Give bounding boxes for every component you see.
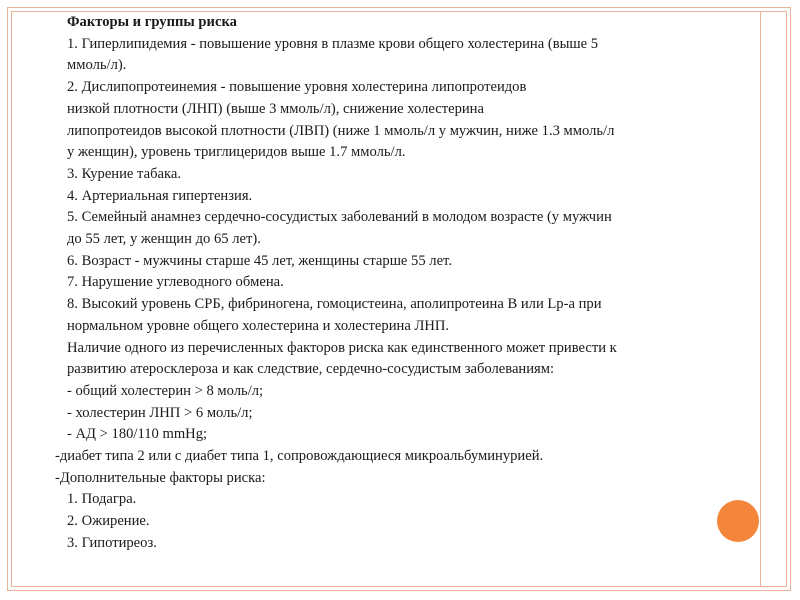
text-line: 7. Нарушение углеводного обмена. [67,274,284,291]
text-line: - холестерин ЛНП > 6 моль/л; [67,404,253,421]
text-line: ммоль/л). [67,57,127,74]
text-line: - общий холестерин > 8 моль/л; [67,382,264,399]
text-line: Наличие одного из перечисленных факторов риска как единственного может привести к [67,339,617,356]
text-line: 5. Семейный анамнез сердечно-сосудистых заболеваний в молодом возрасте (у мужчин [67,209,612,226]
text-line: 6. Возраст - мужчины старше 45 лет, женщины старше 55 лет. [67,252,452,269]
text-line: 1. Гиперлипидемия - повышение уровня в плазме крови общего холестерина (выше 5 [67,35,599,52]
text-line: 2. Ожирение. [67,513,150,530]
text-line: 1. Подагра. [67,491,137,508]
text-line: до 55 лет, у женщин до 65 лет). [67,231,261,248]
decorative-vertical-line [760,11,761,587]
text-line: - АД > 180/110 mmHg; [67,426,208,443]
slide-text-block [55,12,755,555]
text-line: 3. Курение табака. [67,165,181,182]
text-line: 2. Дислипопротеинемия - повышение уровня холестерина липопротеидов [67,79,527,96]
text-line: развитию атеросклероза и как следствие, сердечно-сосудистым заболеваниям: [67,361,555,378]
slide-title: Факторы и группы риска [67,14,237,30]
text-line: нормальном уровне общего холестерина и холестерина ЛНП. [67,317,450,334]
text-line: у женщин), уровень триглицеридов выше 1.7 ммоль/л. [67,144,406,161]
text-line: липопротеидов высокой плотности (ЛВП) (ниже 1 ммоль/л у мужчин, ниже 1.3 ммоль/л [67,122,615,139]
text-line: 4. Артериальная гипертензия. [67,187,253,204]
text-line: низкой плотности (ЛНП) (выше 3 ммоль/л), снижение холестерина [67,100,484,117]
text-line: 3. Гипотиреоз. [67,534,157,551]
text-line: -диабет типа 2 или с диабет типа 1, сопровождающиеся микроальбуминурией. [55,448,544,465]
text-line: -Дополнительные факторы риска: [55,469,266,486]
text-line: 8. Высокий уровень СРБ, фибриногена, гомоцистеина, аполипротеина В или Lp-a при [67,296,602,313]
